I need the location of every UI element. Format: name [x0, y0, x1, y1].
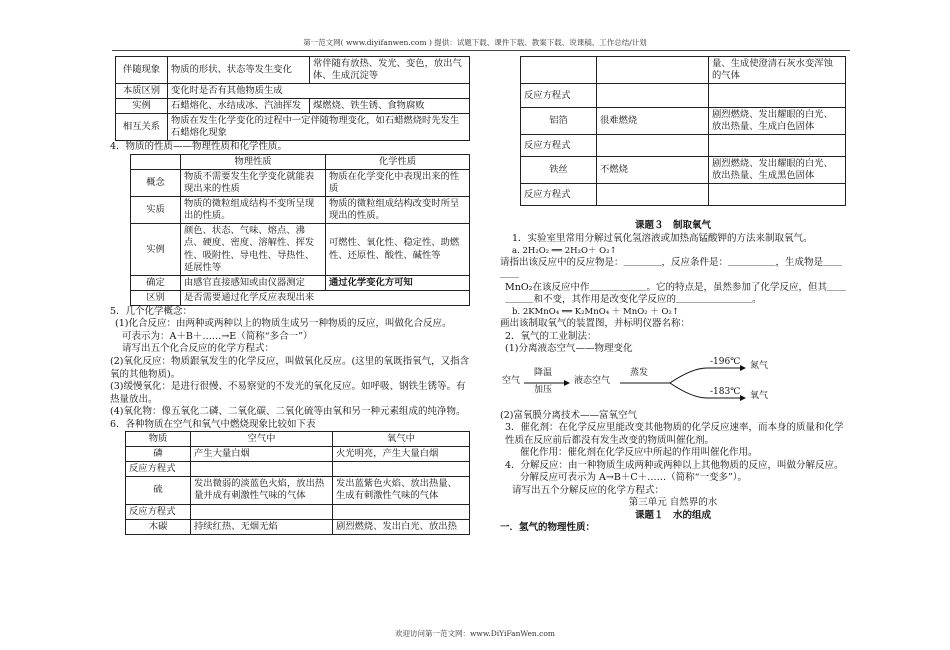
table-cell: [333, 462, 470, 477]
diagram-temp-196: -196℃: [710, 356, 741, 367]
table-cell: 变化时是否有其他物质生成: [168, 84, 470, 99]
table-cell: 铁丝: [521, 157, 597, 184]
table-cell: 常伴随有放热、发光、变色，放出气体、生成沉淀等: [310, 57, 470, 84]
table-row: [131, 275, 470, 290]
table-row: [521, 135, 846, 157]
diagram-liquid-air-label: 液态空气: [574, 375, 611, 386]
combustion-table: [125, 431, 470, 535]
table-cell: 相互关系: [116, 114, 168, 141]
table-row: [116, 57, 470, 84]
hydrogen-section-title: 一．氢气的物理性质：: [500, 522, 596, 534]
diagram-press-label: 加压: [534, 384, 553, 395]
table-cell: 很难燃烧: [597, 108, 709, 135]
table-cell: [191, 462, 333, 477]
table-cell: [521, 57, 597, 84]
left-column: [110, 56, 470, 535]
table-cell: [709, 84, 846, 108]
change-comparison-table: [115, 56, 470, 141]
catalyst-question: MnO₂在该反应中作＿＿＿＿＿＿。它的特点是，虽然参加了化学反应，但其＿＿＿＿＿和不变，其作用是改变化学反应的＿＿＿＿＿＿＿＿。: [505, 281, 846, 306]
table-cell: 发出微弱的淡蓝色火焰，放出热量并成有刺激性气味的气体: [191, 477, 333, 504]
catalyst-definition: 3．催化剂：在化学反应里能改变其他物质的化学反应速率，而本身的质量和化学性质在反应前后都没有发生改变的物质叫催化剂。: [505, 422, 844, 446]
table-cell: 实例: [116, 99, 168, 114]
table-header: 氧气中: [333, 432, 470, 447]
table-header-row: [131, 155, 470, 170]
diagram-oxygen-label: 氧气: [750, 390, 769, 401]
decomposition-prompt: 请写出五个分解反应的化学方程式：: [512, 484, 665, 496]
table-cell: [333, 504, 470, 519]
table-cell: 通过化学变化方可知: [326, 275, 470, 290]
table-row: [521, 108, 846, 135]
table-row: [116, 99, 470, 114]
table-cell: 物质的微粒组成结构不变所呈现出的性质。: [181, 197, 326, 224]
table-header: 化学性质: [326, 155, 470, 170]
table-cell: 量、生成使澄清石灰水变浑蚀的气体: [709, 57, 846, 84]
table-cell: 铝箔: [521, 108, 597, 135]
table-cell: 确定: [131, 275, 181, 290]
table-header: 物理性质: [181, 155, 326, 170]
table-cell: 硫: [126, 477, 191, 504]
table-cell: [597, 184, 709, 206]
right-column: [500, 56, 846, 535]
table-row: [131, 290, 470, 305]
table-cell: 实例: [131, 224, 181, 275]
catalysis-definition: 催化作用：催化剂在化学反应中所起的作用叫催化作用。: [520, 447, 758, 459]
table-cell: 实质: [131, 197, 181, 224]
unit-3-title: 第三单元 自然界的水: [628, 497, 718, 509]
table-row: [126, 504, 470, 519]
equation-b: b. 2KMnO₄ ══ K₂MnO₄ ＋ MnO₂ ＋ O₂↑: [512, 306, 679, 317]
table-cell: 产生大量白烟: [191, 447, 333, 462]
table-header: 空气中: [191, 432, 333, 447]
table-cell: 反应方程式: [521, 84, 597, 108]
table-cell: 不燃烧: [597, 157, 709, 184]
topic-1-title: 课题１ 水的组成: [634, 509, 711, 521]
table-cell: 石蜡熔化、水结成冰、汽油挥发: [168, 99, 310, 114]
combination-reaction-definition: (1)化合反应：由两种或两种以上的物质生成另一种物质的反应，叫做化合反应。: [115, 318, 452, 330]
table-cell: 物质不需要发生化学变化就能表现出来的性质: [181, 170, 326, 197]
table-header: 物质: [126, 432, 191, 447]
industrial-method-title: 2．氧气的工业制法：: [505, 330, 597, 342]
combination-reaction-formula: 可表示为：A＋B＋……→E（简称“多合一”）: [122, 330, 313, 342]
section-5-title: 5．几个化学概念：: [110, 305, 193, 317]
table-cell: 物质在化学变化中表现出来的性质: [326, 170, 470, 197]
table-cell: [709, 135, 846, 157]
table-row: [131, 224, 470, 275]
page-footer: 欢迎访问第一范文网：www.DiYiFanWen.com: [395, 629, 555, 638]
table-row: [521, 57, 846, 84]
decomposition-formula: 分解反应可表示为 A→B＋C＋……（简称“一变多”）。: [520, 472, 748, 484]
table-cell: 反应方程式: [521, 184, 597, 206]
oxidation-reaction-definition: (2)氧化反应：物质跟氧发生的化学反应，叫做氧化反应。(这里的氧既指氧气，又指含氧的其他物质)。: [110, 355, 470, 380]
table-cell: 反应方程式: [126, 462, 191, 477]
equation-a: a. 2H₂O₂ ══ 2H₂O＋ O₂↑: [512, 245, 617, 256]
table-header: [131, 155, 181, 170]
table-cell: 可燃性、氧化性、稳定性、助燃性、还原性、酸性、碱性等: [326, 224, 470, 275]
table-cell: 反应方程式: [521, 135, 597, 157]
table-header-row: [126, 432, 470, 447]
table-cell: 发出蓝紫色火焰、放出热量、生成有刺激性气味的气体: [333, 477, 470, 504]
table-cell: 物质的形状、状态等发生变化: [168, 57, 310, 84]
table-cell: 木碳: [126, 519, 191, 534]
slow-oxidation-definition: (3)缓慢氧化：是进行很慢、不易察觉的不发光的氧化反应。如呼吸、钢铁生锈等。有热量放出。: [110, 381, 466, 405]
oxygen-membrane: (2)富氧膜分离技术——富氧空气: [500, 409, 637, 421]
table-cell: 概念: [131, 170, 181, 197]
section-6-title: 6．各种物质在空气和氧气中燃烧现象比较如下表: [110, 418, 316, 430]
table-cell: 颜色、状态、气味、熔点、沸点、硬度、密度、溶解性、挥发性、吸附性、导电性、导热性、延展性等: [181, 224, 326, 275]
table-cell: [597, 84, 709, 108]
table-cell: 磷: [126, 447, 191, 462]
table-row: [116, 114, 470, 141]
diagram-temp-183: -183℃: [710, 386, 741, 397]
table-cell: [597, 135, 709, 157]
combustion-table-continued: [520, 56, 846, 206]
table-row: [126, 462, 470, 477]
table-cell: 本质区别: [116, 84, 168, 99]
table-cell: 持续红热、无烟无焰: [191, 519, 333, 534]
table-row: [131, 197, 470, 224]
table-row: [521, 84, 846, 108]
table-row: [126, 519, 470, 534]
table-cell: 区别: [131, 290, 181, 305]
air-separation-diagram: [502, 358, 846, 408]
table-cell: 煤燃烧、铁生锈、食物腐败: [310, 99, 470, 114]
table-cell: 反应方程式: [126, 504, 191, 519]
table-cell: [709, 184, 846, 206]
diagram-air-label: 空气: [502, 375, 521, 386]
property-table: [130, 154, 470, 306]
table-row: [521, 157, 846, 184]
table-cell: 物质的微粒组成结构改变时所呈现出的性质。: [326, 197, 470, 224]
table-cell: 剧烈燃烧、发出耀眼的白光、放出热量、生成黑色固体: [709, 157, 846, 184]
section-4-title: 4．物质的性质——物理性质和化学性质。: [110, 141, 288, 153]
header-divider: [112, 50, 850, 51]
oxide-definition: (4)氧化物：像五氧化二磷、二氧化碳、二氧化硫等由氧和另一种元素组成的纯净物。: [110, 406, 466, 418]
table-cell: 由感官直接感知或由仪器测定: [181, 275, 326, 290]
decomposition-definition: 4．分解反应：由一种物质生成两种或两种以上其他物质的反应，叫做分解反应。: [505, 459, 844, 471]
table-cell: [191, 504, 333, 519]
table-row: [521, 184, 846, 206]
table-cell: 是否需要通过化学反应表现出来: [181, 290, 470, 305]
liquid-air-separation: (1)分离液态空气——物理变化: [505, 343, 633, 355]
topic-3-title: 课题３ 制取氧气: [634, 220, 711, 232]
lab-method-intro: 1．实验室里常用分解过氧化氢溶液或加热高锰酸钾的方法来制取氧气。: [512, 233, 813, 244]
page-header: 第一范文网( www.diyifanwen.com ) 提供：试题下载、课件下载、教案下载、说课稿、工作总结/计划: [303, 38, 647, 47]
table-cell: 剧烈燃烧、发出白光、放出热: [333, 519, 470, 534]
table-row: [131, 170, 470, 197]
table-cell: 物质在发生化学变化的过程中一定伴随物理变化，如石蜡燃烧时先发生石蜡熔化现象: [168, 114, 470, 141]
table-cell: 伴随现象: [116, 57, 168, 84]
table-row: [126, 447, 470, 462]
table-row: [126, 477, 470, 504]
table-cell: [597, 57, 709, 84]
apparatus-prompt: 画出该制取氧气的装置图，并标明仪器名称：: [500, 318, 691, 330]
combination-reaction-prompt: 请写出五个化合反应的化学方程式：: [122, 343, 275, 355]
table-row: [116, 84, 470, 99]
equation-a-question: 请指出该反应中的反应物是：＿＿＿＿，反应条件是：＿＿＿＿＿，生成物是＿＿＿＿: [500, 256, 843, 281]
diagram-cool-label: 降温: [534, 367, 553, 378]
diagram-nitrogen-label: 氮气: [750, 360, 769, 371]
diagram-evaporate-label: 蒸发: [630, 367, 649, 378]
diagram-arrows: [502, 358, 848, 408]
table-cell: 剧烈燃烧、发出耀眼的白光、放出热量、生成白色固体: [709, 108, 846, 135]
table-cell: 火光明亮，产生大量白烟: [333, 447, 470, 462]
